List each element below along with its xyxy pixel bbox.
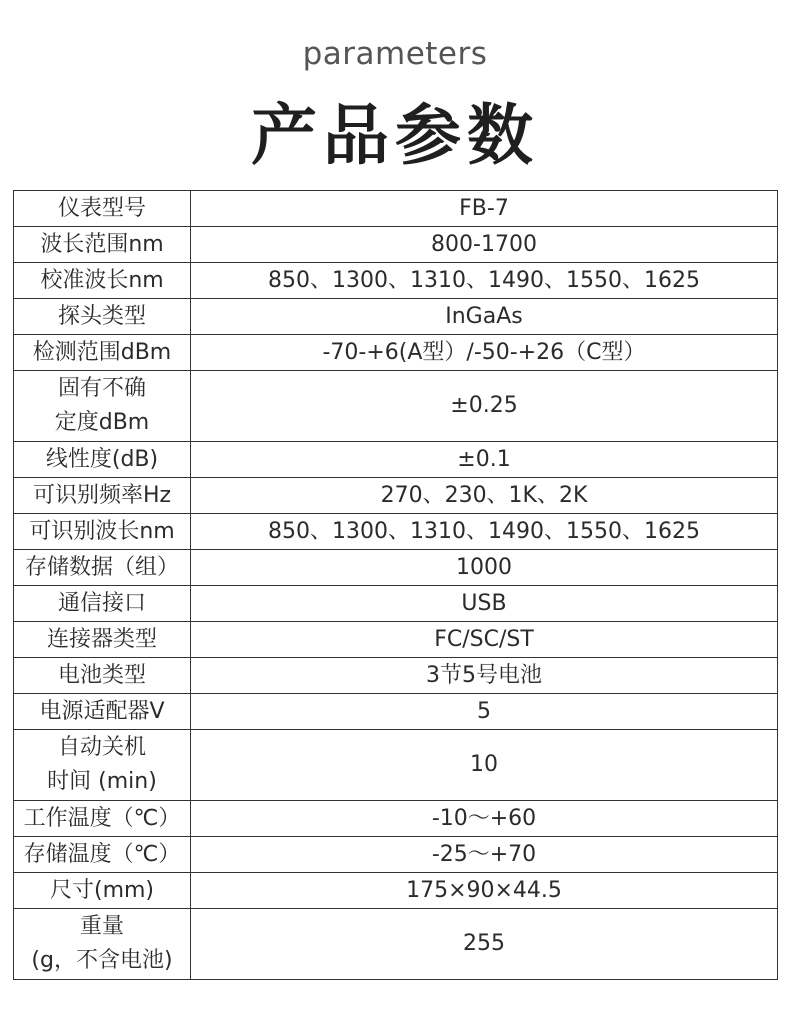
- table-row: [14, 694, 778, 730]
- param-label: 检测范围dBm: [14, 335, 191, 371]
- param-label: 连接器类型: [14, 622, 191, 658]
- param-value: USB: [191, 586, 778, 622]
- table-row: [14, 371, 778, 442]
- param-label: 存储温度（℃）: [14, 837, 191, 873]
- page-title: 产品参数: [251, 97, 539, 174]
- param-label: 工作温度（℃）: [14, 801, 191, 837]
- table-row: [14, 801, 778, 837]
- param-value: ±0.1: [191, 442, 778, 478]
- table-row: [14, 658, 778, 694]
- param-value: 5: [191, 694, 778, 730]
- spec-table: [13, 190, 778, 980]
- param-label: 尺寸(mm): [14, 873, 191, 909]
- param-label: [14, 730, 191, 801]
- param-value: 10: [191, 730, 778, 801]
- table-row: [14, 263, 778, 299]
- param-label: 可识别频率Hz: [14, 478, 191, 514]
- param-value: InGaAs: [191, 299, 778, 335]
- param-label: 电源适配器V: [14, 694, 191, 730]
- param-value: 175×90×44.5: [191, 873, 778, 909]
- table-row: [14, 191, 778, 227]
- table-row: [14, 586, 778, 622]
- param-label-line: 定度dBm: [54, 410, 150, 435]
- param-label: 线性度(dB): [14, 442, 191, 478]
- param-value: 270、230、1K、2K: [191, 478, 778, 514]
- param-label: 电池类型: [14, 658, 191, 694]
- param-value: -70-+6(A型）/-50-+26（C型）: [191, 335, 778, 371]
- page-subtitle: parameters: [302, 36, 488, 72]
- table-row: [14, 622, 778, 658]
- param-label: 校准波长nm: [14, 263, 191, 299]
- table-row: [14, 909, 778, 980]
- param-value: 800-1700: [191, 227, 778, 263]
- param-label: 存储数据（组）: [14, 550, 191, 586]
- param-label-line: 固有不确: [57, 376, 146, 401]
- param-value: 255: [191, 909, 778, 980]
- table-row: [14, 550, 778, 586]
- param-label-line: 自动关机: [57, 735, 146, 760]
- table-row: [14, 442, 778, 478]
- table-row: [14, 299, 778, 335]
- table-row: [14, 837, 778, 873]
- table-row: [14, 227, 778, 263]
- table-row: [14, 514, 778, 550]
- param-value: 1000: [191, 550, 778, 586]
- param-value: FB-7: [191, 191, 778, 227]
- param-value: 850、1300、1310、1490、1550、1625: [191, 263, 778, 299]
- param-value: 850、1300、1310、1490、1550、1625: [191, 514, 778, 550]
- param-label: 通信接口: [14, 586, 191, 622]
- param-value: FC/SC/ST: [191, 622, 778, 658]
- table-row: [14, 730, 778, 801]
- param-value: 3节5号电池: [191, 658, 778, 694]
- param-label-line: 重量: [79, 914, 124, 939]
- param-label-line: 时间 (min): [47, 769, 157, 794]
- param-label: 仪表型号: [14, 191, 191, 227]
- table-row: [14, 478, 778, 514]
- param-value: -25～+70: [191, 837, 778, 873]
- param-label-line: (g，不含电池): [31, 948, 173, 973]
- param-label: [14, 371, 191, 442]
- param-label: [14, 909, 191, 980]
- param-value: ±0.25: [191, 371, 778, 442]
- table-row: [14, 335, 778, 371]
- param-value: -10～+60: [191, 801, 778, 837]
- param-label: 探头类型: [14, 299, 191, 335]
- table-row: [14, 873, 778, 909]
- param-label: 可识别波长nm: [14, 514, 191, 550]
- page-header: [0, 0, 790, 190]
- param-label: 波长范围nm: [14, 227, 191, 263]
